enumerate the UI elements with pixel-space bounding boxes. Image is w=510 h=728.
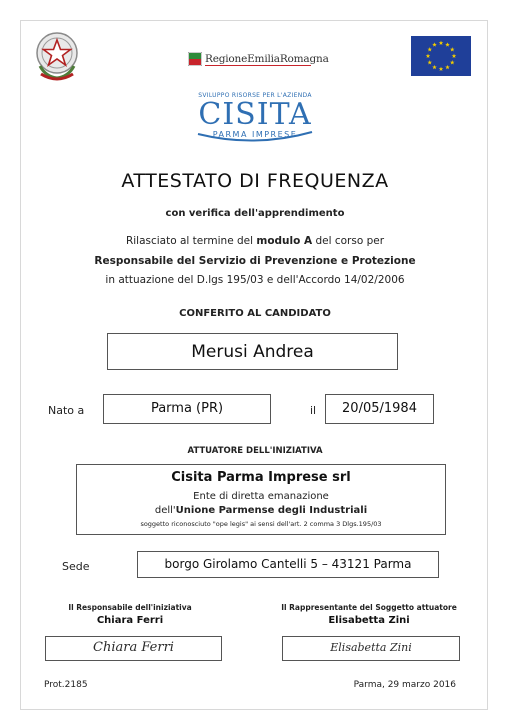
sede-address-box — [137, 551, 439, 578]
regione-logo-underline — [205, 65, 311, 66]
sede-label: Sede — [62, 560, 90, 573]
attuatore-line-2: Ente di diretta emanazione — [193, 491, 329, 502]
candidate-name-box — [107, 333, 398, 370]
attuatore-note: soggetto riconosciuto "ope legis" ai sensi dell'art. 2 comma 3 Dlgs.195/03 — [140, 520, 382, 528]
attuatore-box — [76, 464, 446, 535]
cisita-logo-name: CISITA — [198, 97, 312, 132]
birth-date-box — [325, 394, 434, 424]
sede-address: borgo Girolamo Cantelli 5 – 43121 Parma — [164, 557, 412, 571]
right-signer-role: Il Rappresentante del Soggetto attuatore — [281, 603, 457, 612]
conferito-label: CONFERITO AL CANDIDATO — [179, 308, 331, 319]
eu-flag-icon — [411, 36, 471, 76]
left-signer-role: Il Responsabile dell'iniziativa — [68, 603, 192, 612]
right-signature: Elisabetta Zini — [330, 641, 412, 654]
italian-emblem-icon — [32, 30, 82, 82]
certificate-subtitle: con verifica dell'apprendimento — [165, 208, 345, 219]
body-line-1-prefix: Rilasciato al termine del — [125, 235, 257, 247]
attuatore-name: Cisita Parma Imprese srl — [171, 470, 351, 485]
regione-emilia-romagna-logo — [188, 52, 329, 66]
left-signer-name: Chiara Ferri — [96, 615, 164, 626]
birth-date: 20/05/1984 — [342, 401, 417, 416]
attuatore-line-3 — [77, 505, 445, 516]
certificate-title: ATTESTATO DI FREQUENZA — [121, 170, 389, 192]
attuatore-line-3-prefix: dell' — [154, 505, 176, 516]
attuatore-line-3-bold: Unione Parmense degli Industriali — [175, 505, 368, 516]
left-signature-box — [45, 636, 222, 661]
right-signature-box — [282, 636, 460, 661]
body-line-1 — [0, 235, 510, 247]
nato-label: Nato a — [48, 404, 85, 417]
cisita-logo-sub: PARMA IMPRESE — [212, 130, 298, 139]
il-label: il — [310, 404, 317, 417]
candidate-name: Merusi Andrea — [191, 342, 314, 362]
birth-place: Parma (PR) — [150, 401, 224, 416]
place-date: Parma, 29 marzo 2016 — [353, 680, 456, 690]
body-line-1-suffix: del corso per — [312, 235, 385, 247]
right-signer-name: Elisabetta Zini — [328, 615, 410, 626]
birth-place-box — [103, 394, 271, 424]
protocol-number: Prot.2185 — [44, 680, 88, 690]
body-line-1-module: modulo A — [256, 235, 313, 247]
left-signature: Chiara Ferri — [93, 640, 174, 655]
body-line-2: Responsabile del Servizio di Prevenzione e Protezione — [94, 255, 416, 267]
body-line-3: in attuazione del D.lgs 195/03 e dell'Accordo 14/02/2006 — [105, 274, 405, 286]
cisita-swoosh-icon — [196, 124, 314, 142]
cisita-tagline: SVILUPPO RISORSE PER L'AZIENDA — [198, 92, 312, 99]
attuatore-label: ATTUATORE DELL'INIZIATIVA — [187, 446, 323, 456]
regione-flag-icon — [188, 52, 202, 66]
regione-logo-text: RegioneEmiliaRomagna — [205, 53, 329, 65]
